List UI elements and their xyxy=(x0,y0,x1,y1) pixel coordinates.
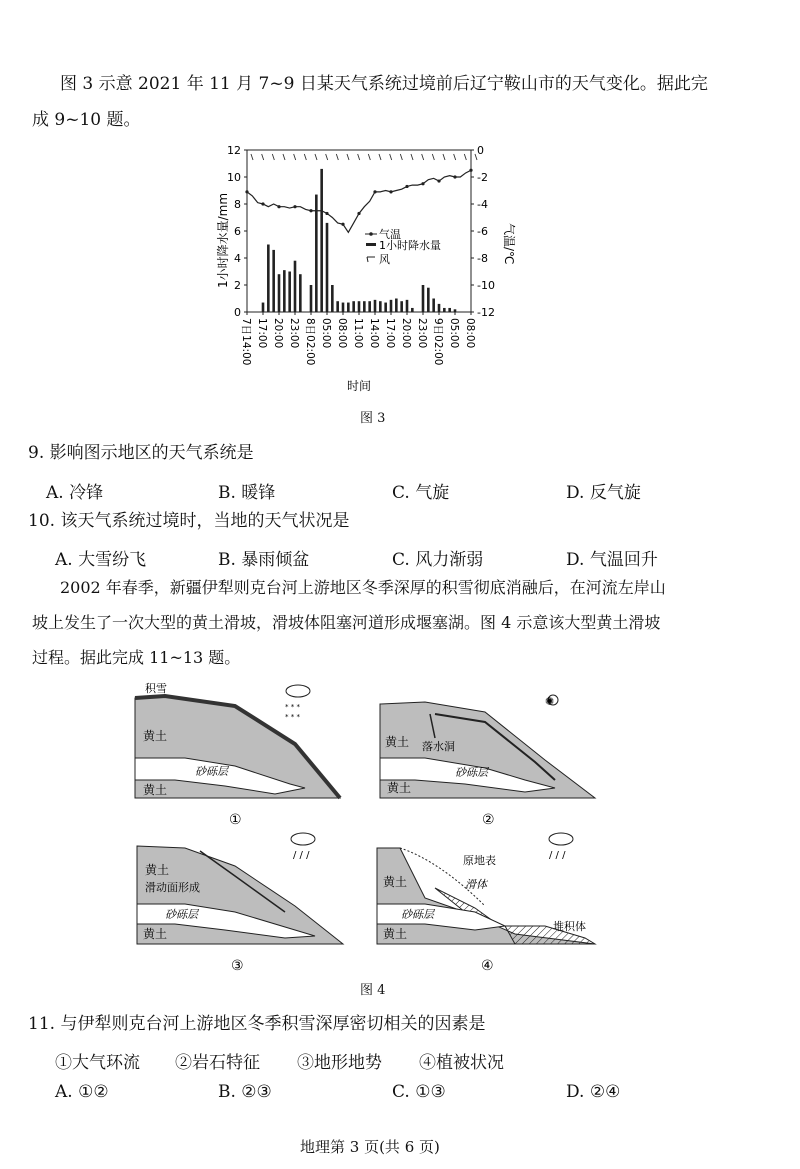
precip-bar xyxy=(315,195,318,312)
wind-barb xyxy=(262,154,264,160)
precip-bar xyxy=(336,301,339,312)
temp-point xyxy=(277,205,280,208)
q9-option-b[interactable]: B. 暖锋 xyxy=(218,483,276,503)
precip-bar xyxy=(454,309,457,312)
precip-bar xyxy=(272,250,275,312)
q11-stem: 11. 与伊犁则克台河上游地区冬季积雪深厚密切相关的因素是 xyxy=(28,1014,486,1034)
panel3-loess-top: 黄土 xyxy=(145,863,170,877)
rain-cloud-icon xyxy=(291,833,315,861)
x-tick-label: 23:00 xyxy=(288,318,300,349)
temp-point xyxy=(245,190,248,193)
q9-option-a[interactable]: A. 冷锋 xyxy=(46,483,104,503)
wind-barb xyxy=(454,154,456,160)
x-tick-label: 8日02:00 xyxy=(304,318,316,366)
panel3-slide-surface: 滑动面形成 xyxy=(145,881,200,894)
wind-barb xyxy=(347,154,349,160)
precip-bar xyxy=(432,299,435,313)
precip-bar xyxy=(347,303,350,312)
y-right-tick-label: -6 xyxy=(477,225,488,238)
precip-bar xyxy=(326,223,329,312)
panel-2 xyxy=(380,695,595,828)
temp-point xyxy=(341,223,344,226)
panel1-snow-label: 积雪 xyxy=(145,682,167,695)
panel1-loess-bot: 黄土 xyxy=(143,783,168,797)
temp-point xyxy=(453,175,456,178)
panel3-num: ③ xyxy=(231,958,244,974)
panel4-orig-surface: 原地表 xyxy=(463,854,496,867)
intro-line-2: 成 9~10 题。 xyxy=(32,110,141,130)
q10-option-c[interactable]: C. 风力渐弱 xyxy=(392,550,484,570)
y-right-tick-label: -8 xyxy=(477,252,488,265)
precip-bar xyxy=(448,308,451,312)
temp-point xyxy=(405,185,408,188)
precip-bar xyxy=(379,301,382,312)
x-tick-label: 23:00 xyxy=(416,318,428,349)
temp-point xyxy=(469,169,472,172)
temp-point xyxy=(261,202,264,205)
temperature-line xyxy=(247,170,471,232)
temp-point xyxy=(389,190,392,193)
legend-precip: 1小时降水量 xyxy=(379,239,441,252)
q10-option-a[interactable]: A. 大雪纷飞 xyxy=(55,550,147,570)
temp-point xyxy=(437,179,440,182)
panel-3 xyxy=(137,833,343,974)
legend-wind: 风 xyxy=(379,253,390,266)
figure-4-caption: 图 4 xyxy=(360,983,386,998)
precip-bar xyxy=(443,308,446,312)
page-footer: 地理第 3 页(共 6 页) xyxy=(300,1138,440,1156)
temp-point xyxy=(293,205,296,208)
q11-item-1: ①大气环流 xyxy=(55,1053,140,1073)
legend xyxy=(365,227,441,266)
precip-bar xyxy=(427,288,430,312)
x-tick-label: 05:00 xyxy=(320,318,332,349)
panel4-slide-body: 滑体 xyxy=(465,878,487,891)
x-tick-label: 17:00 xyxy=(256,318,268,349)
svg-text:✺: ✺ xyxy=(545,695,555,708)
x-tick-label: 14:00 xyxy=(368,318,380,349)
q10-option-d[interactable]: D. 气温回升 xyxy=(566,550,658,570)
y-left-tick-label: 8 xyxy=(234,198,241,211)
panel2-sinkhole: 落水洞 xyxy=(422,740,455,753)
wind-barb xyxy=(443,154,445,160)
precip-bar xyxy=(422,285,425,312)
y-left-tick-label: 4 xyxy=(234,252,241,265)
precip-bar xyxy=(358,301,361,312)
precip-bar xyxy=(352,301,355,312)
panel-1 xyxy=(135,681,340,828)
y-left-tick-label: 2 xyxy=(234,279,241,292)
wind-barb xyxy=(464,154,466,160)
precip-bar xyxy=(310,285,313,312)
intro2-line-3: 过程。据此完成 11~13 题。 xyxy=(32,648,241,667)
q9-option-d[interactable]: D. 反气旋 xyxy=(566,483,641,503)
panel4-loess-bot: 黄土 xyxy=(383,927,408,941)
wind-barb xyxy=(283,154,285,160)
panel3-loess-bot: 黄土 xyxy=(143,927,168,941)
q11-item-2: ②岩石特征 xyxy=(175,1053,260,1073)
y-right-tick-label: -10 xyxy=(477,279,495,292)
figure-3-chart xyxy=(205,138,525,400)
precip-bar xyxy=(283,270,286,312)
y-right-tick-label: -12 xyxy=(477,306,495,319)
temp-point xyxy=(421,182,424,185)
figure-3-caption: 图 3 xyxy=(360,411,386,426)
precip-bar xyxy=(342,303,345,312)
q10-stem: 10. 该天气系统过境时，当地的天气状况是 xyxy=(28,511,350,531)
wind-barb xyxy=(326,154,328,160)
wind-barb xyxy=(368,154,370,160)
q11-option-c[interactable]: C. ①③ xyxy=(392,1082,446,1102)
precip-bar xyxy=(299,274,302,312)
q9-option-c[interactable]: C. 气旋 xyxy=(392,483,450,503)
wind-barb xyxy=(315,154,317,160)
wind-barb xyxy=(272,154,274,160)
precip-bar xyxy=(406,300,409,312)
intro-line-1: 图 3 示意 2021 年 11 月 7~9 日某天气系统过境前后辽宁鞍山市的天气变化。据此完 xyxy=(60,74,708,94)
wind-barb xyxy=(422,154,424,160)
wind-barb xyxy=(294,154,296,160)
precip-bar xyxy=(438,304,441,312)
y-left-tick-label: 10 xyxy=(227,171,241,184)
panel2-loess-top: 黄土 xyxy=(385,735,410,749)
panel1-gravel: 砂砾层 xyxy=(195,765,228,778)
y-left-label: 1小时降水量/mm xyxy=(216,192,230,288)
precip-bar xyxy=(374,300,377,312)
precip-bar xyxy=(331,285,334,312)
sun-icon xyxy=(545,695,558,708)
x-tick-label: 20:00 xyxy=(400,318,412,349)
precip-bar xyxy=(320,169,323,312)
svg-text:* * *: * * * xyxy=(285,713,300,721)
y-left-tick-label: 12 xyxy=(227,144,241,157)
x-tick-label: 08:00 xyxy=(464,318,476,349)
x-tick-label: 11:00 xyxy=(352,318,364,349)
snow-cloud-icon xyxy=(285,685,310,721)
precip-bar xyxy=(288,272,291,313)
q11-option-b[interactable]: B. ②③ xyxy=(218,1082,272,1102)
panel3-gravel: 砂砾层 xyxy=(165,908,198,921)
y-right-tick-label: -2 xyxy=(477,171,488,184)
q11-option-a[interactable]: A. ①② xyxy=(55,1082,109,1102)
panel4-gravel: 砂砾层 xyxy=(401,908,434,921)
precip-bar xyxy=(267,245,270,313)
y-right-tick-label: 0 xyxy=(477,144,484,157)
x-tick-label: 17:00 xyxy=(384,318,396,349)
wind-barb xyxy=(432,154,434,160)
x-tick-label: 7日14:00 xyxy=(240,318,252,366)
precip-bar xyxy=(262,303,265,312)
panel4-deposit: 堆积体 xyxy=(553,920,586,933)
panel2-gravel: 砂砾层 xyxy=(455,766,488,779)
wind-barb xyxy=(379,154,381,160)
temp-point xyxy=(325,212,328,215)
rain-cloud-icon-2 xyxy=(549,833,573,861)
q11-item-3: ③地形地势 xyxy=(297,1053,382,1073)
wind-barb xyxy=(411,154,413,160)
svg-text:* * *: * * * xyxy=(285,703,300,711)
wind-barb xyxy=(390,154,392,160)
legend-temp: 气温 xyxy=(379,228,401,241)
wind-barb xyxy=(400,154,402,160)
chart-frame xyxy=(247,150,471,312)
q11-option-d[interactable]: D. ②④ xyxy=(566,1082,621,1102)
y-right-label: 气温/℃ xyxy=(502,223,516,265)
panel1-loess-top: 黄土 xyxy=(143,729,168,743)
x-axis-label: 时间 xyxy=(347,379,372,393)
intro2-line-1: 2002 年春季，新疆伊犁则克台河上游地区冬季深厚的积雪彻底消融后，在河流左岸山 xyxy=(60,578,666,597)
precip-bar xyxy=(368,301,371,312)
figure-4-diagram xyxy=(125,676,615,986)
temp-point xyxy=(373,190,376,193)
wind-barb xyxy=(251,154,253,160)
x-tick-label: 20:00 xyxy=(272,318,284,349)
precip-bar xyxy=(384,303,387,312)
q11-item-4: ④植被状况 xyxy=(419,1053,504,1073)
wind-barbs xyxy=(251,154,477,160)
x-tick-label: 05:00 xyxy=(448,318,460,349)
wind-barb xyxy=(336,154,338,160)
temp-point xyxy=(309,209,312,212)
precip-bar xyxy=(363,301,366,312)
precip-bar xyxy=(278,274,281,312)
panel4-num: ④ xyxy=(481,958,494,974)
panel4-loess-top: 黄土 xyxy=(383,875,408,889)
panel-4 xyxy=(377,833,595,974)
precip-bar xyxy=(390,300,393,312)
wind-barb xyxy=(358,154,360,160)
panel2-loess-bot: 黄土 xyxy=(387,781,412,795)
temp-point xyxy=(357,212,360,215)
x-tick-label: 08:00 xyxy=(336,318,348,349)
svg-text:/ / /: / / / xyxy=(549,850,566,861)
wind-barb xyxy=(304,154,306,160)
precip-bar xyxy=(411,308,414,312)
y-left-tick-label: 0 xyxy=(234,306,241,319)
intro2-line-2: 坡上发生了一次大型的黄土滑坡，滑坡体阻塞河道形成堰塞湖。图 4 示意该大型黄土滑坡 xyxy=(32,613,661,632)
y-left-tick-label: 6 xyxy=(234,225,241,238)
y-right-tick-label: -4 xyxy=(477,198,488,211)
panel2-num: ② xyxy=(482,812,495,828)
precip-bar xyxy=(294,261,297,312)
x-tick-label: 9日02:00 xyxy=(432,318,444,366)
panel1-num: ① xyxy=(229,812,242,828)
precip-bar xyxy=(400,301,403,312)
svg-text:/ / /: / / / xyxy=(293,850,310,861)
q10-option-b[interactable]: B. 暴雨倾盆 xyxy=(218,550,310,570)
q9-stem: 9. 影响图示地区的天气系统是 xyxy=(28,443,254,463)
precip-bar xyxy=(395,299,398,313)
